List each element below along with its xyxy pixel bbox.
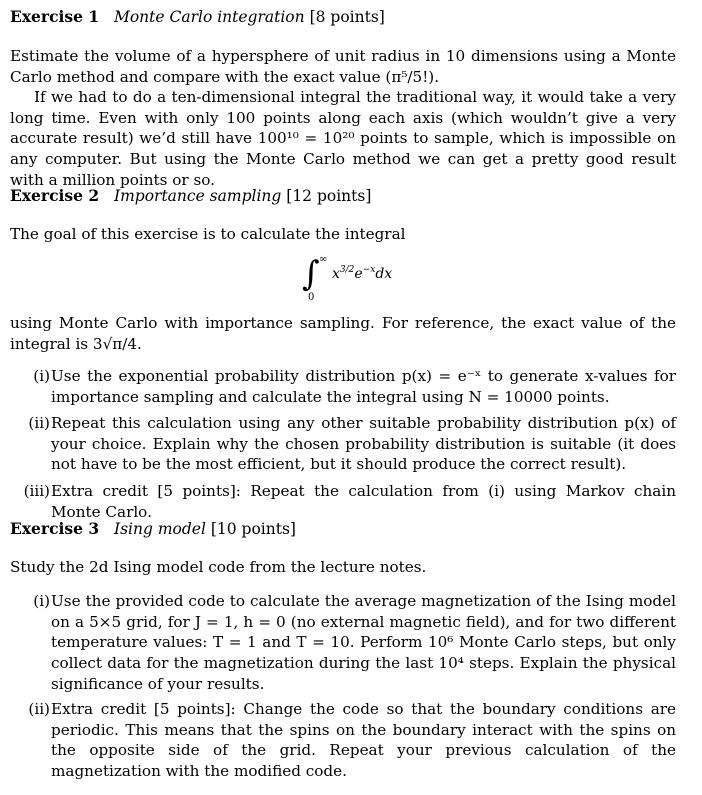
exercise-2-item-ii — [10, 413, 676, 475]
exercise-1-paragraph-2: If we had to do a ten-dimensional integral the traditional way, it would take a very long time. Even with only 100 points along each axis (which wouldn’t give a very accurate result) we’d still have 100¹⁰ = 10²⁰ points to sample, which is impossible on any computer. But using the Monte Carlo method we can get a pretty good result with a million points or so. — [10, 88, 676, 189]
integral-upper-limit: ∞ — [319, 254, 328, 265]
exercise-1-heading — [10, 7, 385, 26]
item-text: Use the provided code to calculate the average magnetization of the Ising model on a 5×5 grid, for J = 1, h = 0 (no external magnetic field), and for two different temperature values: T = 1 and T = 10. Perform 10⁶ Monte Carlo steps, but only collect data for the magnetization during the last 10⁴ steps. Explain the physical significance of your results. — [51, 592, 676, 693]
exercise-2-number: Exercise 2 — [10, 186, 100, 205]
exercise-1-points: [8 points] — [309, 8, 385, 26]
exercise-3-item-ii — [10, 699, 676, 782]
exercise-3-title: Ising model — [113, 520, 206, 538]
item-label: (ii) — [28, 414, 50, 432]
exercise-3-item-i — [10, 591, 676, 695]
item-text: Repeat this calculation using any other suitable probability distribution p(x) of your choice. Explain why the chosen probability distribution is suitable (it does not have to be the most efficient, but it should produce the correct result). — [51, 414, 676, 474]
exercise-1-paragraph-1: Estimate the volume of a hypersphere of unit radius in 10 dimensions using a Monte Carlo method and compare with the exact value (π⁵/5!). — [10, 47, 676, 86]
item-text: Extra credit [5 points]: Repeat the calculation from (i) using Markov chain Monte Carlo. — [51, 482, 676, 521]
exercise-2-points: [12 points] — [286, 187, 372, 205]
item-text: Use the exponential probability distribution p(x) = e⁻ˣ to generate x-values for importance sampling and calculate the integral using N = 10000 points. — [51, 367, 676, 406]
exercise-2-after-formula: using Monte Carlo with importance sampling. For reference, the exact value of the integral is 3√π/4. — [10, 314, 676, 353]
item-label: (ii) — [28, 700, 50, 718]
exercise-2-heading — [10, 186, 371, 205]
integral-sign: ∫ — [302, 254, 320, 294]
exercise-1-title: Monte Carlo integration — [113, 8, 305, 26]
exercise-1-number: Exercise 1 — [10, 7, 100, 26]
integral-lower-limit: 0 — [308, 292, 315, 303]
exercise-2-item-iii — [10, 481, 676, 522]
item-label: (iii) — [23, 482, 50, 500]
item-label: (i) — [33, 367, 50, 385]
exercise-2-item-i — [10, 366, 676, 407]
integrand: $x^{3/2}e^{-x}dx$ — [332, 265, 393, 282]
exercise-3-heading — [10, 519, 296, 538]
exercise-2-title: Importance sampling — [113, 187, 282, 205]
exercise-3-points: [10 points] — [210, 520, 296, 538]
item-label: (i) — [33, 592, 50, 610]
exercise-2-intro: The goal of this exercise is to calculate the integral — [10, 225, 406, 243]
exercise-3-intro: Study the 2d Ising model code from the lecture notes. — [10, 558, 427, 576]
item-text: Extra credit [5 points]: Change the code so that the boundary conditions are periodic. This means that the spins on the boundary interact with the spins on the opposite side of the grid. Repeat your previous calculation of the magnetization with the modified code. — [51, 700, 676, 781]
exercise-3-number: Exercise 3 — [10, 519, 100, 538]
